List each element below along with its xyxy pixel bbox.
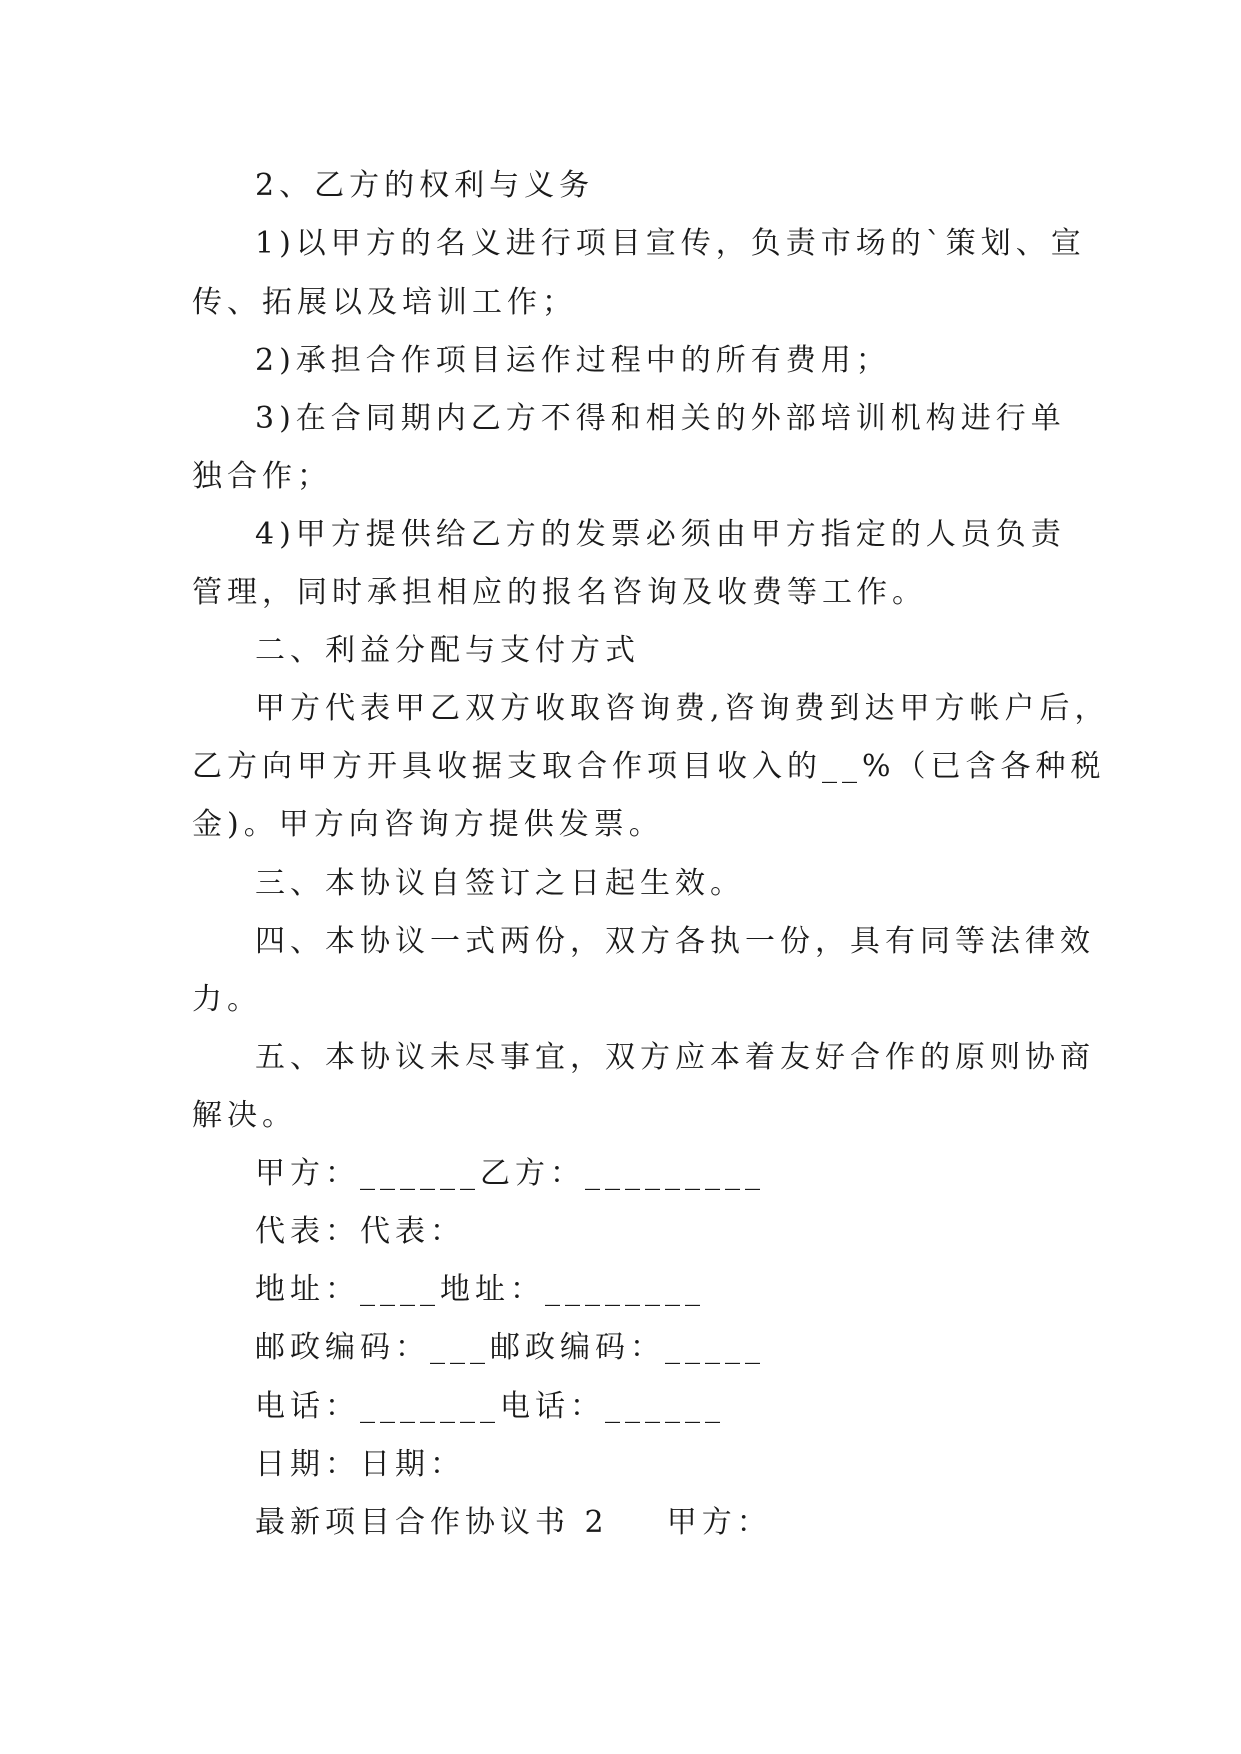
signature-dates: 日期：日期： [255,1447,465,1482]
clause-2-line-1: 2)承担合作项目运作过程中的所有费用； [255,343,891,378]
signature-addresses: 地址：____地址：________ [255,1272,705,1307]
signature-parties: 甲方：______乙方：_________ [255,1156,765,1191]
section-copies-line-1: 四、本协议一式两份，双方各执一份，具有同等法律效 [255,924,1095,959]
section-heading-profit-distribution: 二、利益分配与支付方式 [255,633,640,668]
clause-1-line-1: 1)以甲方的名义进行项目宣传，负责市场的`策划、宣 [255,226,1086,261]
clause-3-line-1: 3)在合同期内乙方不得和相关的外部培训机构进行单 [255,401,1066,436]
signature-representatives: 代表：代表： [255,1214,465,1249]
profit-paragraph-line-1: 甲方代表甲乙双方收取咨询费,咨询费到达甲方帐户后， [255,691,1110,726]
signature-phones: 电话：_______电话：______ [255,1389,725,1424]
clause-4-line-2: 管理，同时承担相应的报名咨询及收费等工作。 [192,575,927,610]
clause-1-line-2: 传、拓展以及培训工作； [192,285,577,320]
next-document-title: 最新项目合作协议书 2 甲方： [255,1505,772,1540]
section-heading-party-b-rights: 2、乙方的权利与义务 [255,168,595,203]
clause-3-line-2: 独合作； [192,459,332,494]
section-unresolved-line-2: 解决。 [192,1098,297,1133]
section-effective-date: 三、本协议自签订之日起生效。 [255,866,745,901]
section-copies-line-2: 力。 [192,982,262,1017]
section-unresolved-line-1: 五、本协议未尽事宜，双方应本着友好合作的原则协商 [255,1040,1095,1075]
profit-paragraph-line-2: 乙方向甲方开具收据支取合作项目收入的__%（已含各种税 [192,749,1106,784]
signature-postal-codes: 邮政编码：___邮政编码：_____ [255,1330,765,1365]
profit-paragraph-line-3: 金)。甲方向咨询方提供发票。 [192,807,664,842]
clause-4-line-1: 4)甲方提供给乙方的发票必须由甲方指定的人员负责 [255,517,1066,552]
